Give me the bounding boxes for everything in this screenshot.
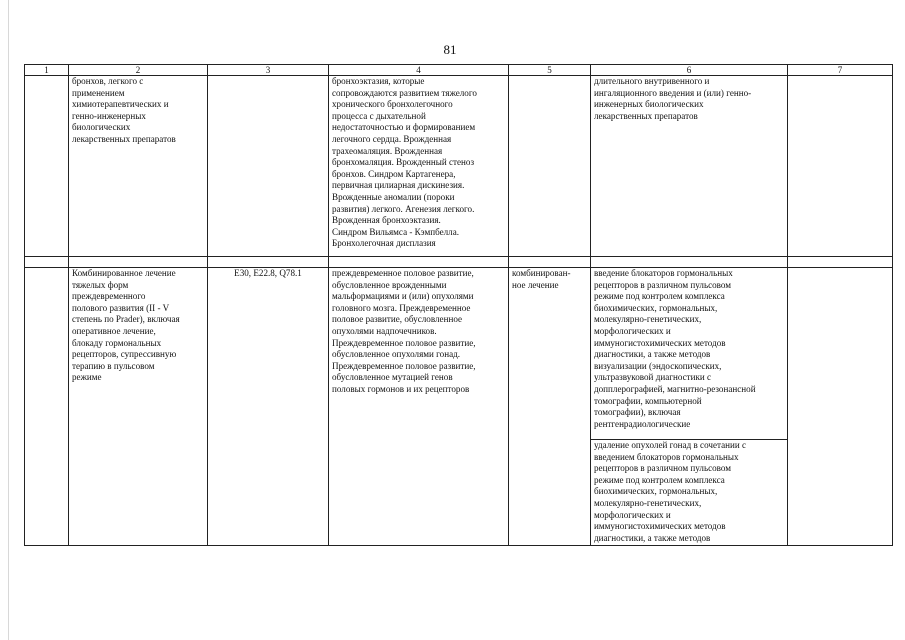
table-row: [25, 268, 893, 440]
treatment-method-cell: введение блокаторов гормональных рецепторов в различном пульсовом режиме под контролем комплекса биохимических, гормональных, молекулярно-генетических, морфологических и иммуногистохимических методов диагностики, а также методов визуализации (эндоскопических, ультразвуковой диагностики с допплерографией, магнитно-резонансной томографии, компьютерной томографии), включая рентгенрадиологические: [591, 268, 788, 440]
column-header-6: 6: [591, 65, 788, 76]
column-header-2: 2: [69, 65, 208, 76]
treatment-kind-cell: комбинирован- ное лечение: [509, 268, 591, 546]
patient-model-cell: преждевременное половое развитие, обусловленное врожденными мальформациями и (или) опухолями головного мозга. Преждевременное половое развитие, обусловленное опухолями надпочечников. Преждевременное половое развитие, обусловленное опухолями гонад. Преждевременное половое развитие, обусловленное мутацией генов половых гормонов и их рецепторов: [329, 268, 509, 546]
patient-model-cell: бронхоэктазия, которые сопровождаются развитием тяжелого хронического бронхолегочного процесса с дыхательной недостаточностью и формированием легочного сердца. Врожденная трахеомаляция. Врожденная бронхомаляция. Врожденный стеноз бронхов. Синдром Картагенера, первичная цилиарная дискинезия. Врожденные аномалии (пороки развития) легкого. Агенезия легкого. Врожденная бронхоэктазия. Синдром Вильямса - Кэмпбелла. Бронхолегочная дисплазия: [329, 76, 509, 257]
icd-codes-cell: E30, E22.8, Q78.1: [208, 268, 329, 546]
column-header-4: 4: [329, 65, 509, 76]
column-header-5: 5: [509, 65, 591, 76]
table-cell-empty: [788, 268, 893, 546]
table-cell-empty: [25, 268, 69, 546]
table-header-row: [25, 65, 893, 76]
page-left-edge: [8, 0, 9, 640]
column-header-3: 3: [208, 65, 329, 76]
table-cell-empty: [208, 76, 329, 257]
treatment-type-cell: бронхов, легкого с применением химиотерапевтических и генно-инженерных биологических лекарственных препаратов: [69, 76, 208, 257]
table-cell-empty: [25, 76, 69, 257]
table-cell-empty: [788, 76, 893, 257]
document-table: [24, 64, 893, 546]
table-row-spacer: [25, 257, 893, 268]
page-number: 81: [443, 42, 457, 57]
table-cell-empty: [509, 76, 591, 257]
treatment-type-cell: Комбинированное лечение тяжелых форм преждевременного полового развития (II - V степень по Prader), включая оперативное лечение, блокаду гормональных рецепторов, супрессивную терапию в пульсовом режиме: [69, 268, 208, 546]
column-header-1: 1: [25, 65, 69, 76]
treatment-method-cell: длительного внутривенного и ингаляционного введения и (или) генно- инженерных биологических лекарственных препаратов: [591, 76, 788, 257]
column-header-7: 7: [788, 65, 893, 76]
treatment-method-cell: удаление опухолей гонад в сочетании с введением блокаторов гормональных рецепторов в различном пульсовом режиме под контролем комплекса биохимических, гормональных, молекулярно-генетических, морфологических и иммуногистохимических методов диагностики, а также методов: [591, 440, 788, 546]
table-row: [25, 76, 893, 257]
